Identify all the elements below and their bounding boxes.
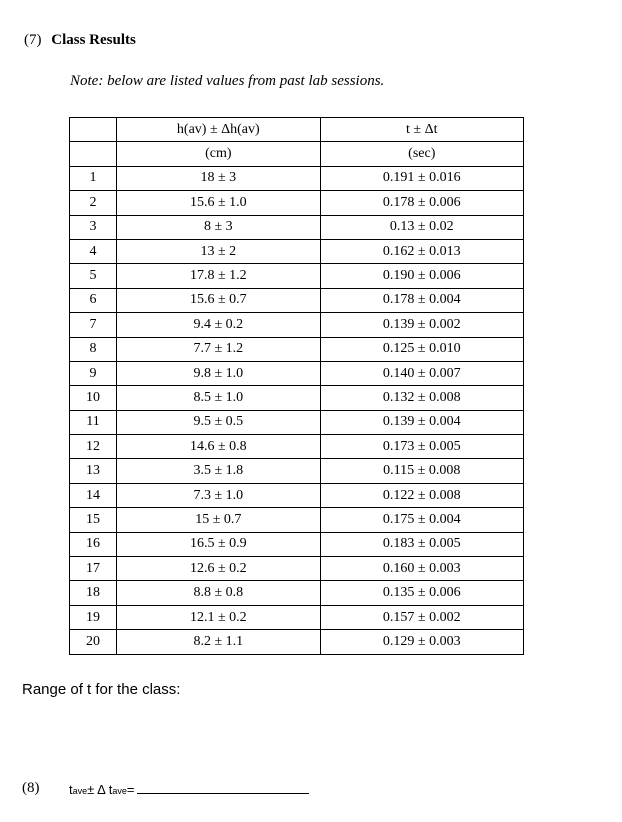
row-index-cell: 19 (70, 605, 117, 629)
row-time-cell: 0.135 ± 0.006 (320, 581, 523, 605)
row-index-cell: 4 (70, 239, 117, 263)
table-row (70, 386, 524, 410)
answer-blank[interactable] (137, 779, 309, 794)
row-time-cell: 0.173 ± 0.005 (320, 435, 523, 459)
row-index-cell: 1 (70, 166, 117, 190)
row-time-cell: 0.178 ± 0.006 (320, 191, 523, 215)
table-row (70, 288, 524, 312)
row-height-cell: 18 ± 3 (117, 166, 320, 190)
row-height-cell: 8 ± 3 (117, 215, 320, 239)
table-row (70, 191, 524, 215)
row-time-cell: 0.125 ± 0.010 (320, 337, 523, 361)
row-index-cell: 7 (70, 313, 117, 337)
row-index-cell: 9 (70, 361, 117, 385)
row-time-cell: 0.140 ± 0.007 (320, 361, 523, 385)
class-results-table (69, 117, 524, 655)
row-index-cell: 13 (70, 459, 117, 483)
table-row (70, 483, 524, 507)
row-index-cell: 8 (70, 337, 117, 361)
row-height-cell: 12.6 ± 0.2 (117, 557, 320, 581)
row-time-cell: 0.129 ± 0.003 (320, 630, 523, 654)
row-index-cell: 5 (70, 264, 117, 288)
row-height-cell: 12.1 ± 0.2 (117, 605, 320, 629)
table-row (70, 264, 524, 288)
row-time-cell: 0.160 ± 0.003 (320, 557, 523, 581)
row-time-cell: 0.139 ± 0.004 (320, 410, 523, 434)
header-height: h(av) ± Δh(av) (117, 118, 320, 142)
row-index-cell: 15 (70, 508, 117, 532)
row-index-cell: 10 (70, 386, 117, 410)
row-index-cell: 16 (70, 532, 117, 556)
table-units-row (70, 142, 524, 166)
row-time-cell: 0.139 ± 0.002 (320, 313, 523, 337)
formula-pm-delta: ± Δ t (87, 782, 113, 797)
row-index-cell: 3 (70, 215, 117, 239)
row-height-cell: 15.6 ± 1.0 (117, 191, 320, 215)
row-index-cell: 14 (70, 483, 117, 507)
row-time-cell: 0.115 ± 0.008 (320, 459, 523, 483)
table-row (70, 508, 524, 532)
row-height-cell: 9.5 ± 0.5 (117, 410, 320, 434)
row-height-cell: 7.7 ± 1.2 (117, 337, 320, 361)
row-time-cell: 0.191 ± 0.016 (320, 166, 523, 190)
row-height-cell: 16.5 ± 0.9 (117, 532, 320, 556)
table-row (70, 410, 524, 434)
row-time-cell: 0.175 ± 0.004 (320, 508, 523, 532)
formula-ave-sub: ave (72, 786, 88, 796)
table-row (70, 215, 524, 239)
row-height-cell: 8.5 ± 1.0 (117, 386, 320, 410)
units-index (70, 142, 117, 166)
section-number: (7) (24, 32, 42, 48)
table-row (70, 313, 524, 337)
row-index-cell: 12 (70, 435, 117, 459)
tave-formula (69, 779, 309, 797)
row-height-cell: 15 ± 0.7 (117, 508, 320, 532)
row-time-cell: 0.162 ± 0.013 (320, 239, 523, 263)
row-index-cell: 6 (70, 288, 117, 312)
units-height: (cm) (117, 142, 320, 166)
range-label: Range of t for the class: (22, 681, 181, 698)
table-row (70, 581, 524, 605)
table-header-row (70, 118, 524, 142)
row-height-cell: 8.8 ± 0.8 (117, 581, 320, 605)
units-time: (sec) (320, 142, 523, 166)
row-time-cell: 0.122 ± 0.008 (320, 483, 523, 507)
table-row (70, 532, 524, 556)
row-time-cell: 0.157 ± 0.002 (320, 605, 523, 629)
row-height-cell: 14.6 ± 0.8 (117, 435, 320, 459)
section-title: Class Results (51, 32, 136, 48)
row-time-cell: 0.183 ± 0.005 (320, 532, 523, 556)
row-height-cell: 15.6 ± 0.7 (117, 288, 320, 312)
row-height-cell: 7.3 ± 1.0 (117, 483, 320, 507)
section8-number: (8) (22, 780, 40, 796)
table-row (70, 337, 524, 361)
row-time-cell: 0.178 ± 0.004 (320, 288, 523, 312)
row-index-cell: 20 (70, 630, 117, 654)
table-row (70, 361, 524, 385)
row-index-cell: 2 (70, 191, 117, 215)
table-row (70, 435, 524, 459)
row-height-cell: 17.8 ± 1.2 (117, 264, 320, 288)
row-height-cell: 13 ± 2 (117, 239, 320, 263)
row-time-cell: 0.132 ± 0.008 (320, 386, 523, 410)
formula-equals: = (126, 782, 135, 797)
row-height-cell: 9.8 ± 1.0 (117, 361, 320, 385)
note-text: Note: below are listed values from past lab sessions. (70, 73, 385, 89)
row-index-cell: 17 (70, 557, 117, 581)
table-body (70, 166, 524, 654)
table-row (70, 557, 524, 581)
row-index-cell: 18 (70, 581, 117, 605)
section-heading (24, 32, 136, 49)
header-time: t ± Δt (320, 118, 523, 142)
row-index-cell: 11 (70, 410, 117, 434)
table-row (70, 630, 524, 654)
header-index (70, 118, 117, 142)
formula-ave-sub-2: ave (112, 786, 127, 796)
table-row (70, 459, 524, 483)
table-row (70, 166, 524, 190)
table-row (70, 239, 524, 263)
row-height-cell: 3.5 ± 1.8 (117, 459, 320, 483)
row-height-cell: 8.2 ± 1.1 (117, 630, 320, 654)
row-time-cell: 0.190 ± 0.006 (320, 264, 523, 288)
row-height-cell: 9.4 ± 0.2 (117, 313, 320, 337)
table-row (70, 605, 524, 629)
formula-t: t (69, 782, 73, 797)
row-time-cell: 0.13 ± 0.02 (320, 215, 523, 239)
